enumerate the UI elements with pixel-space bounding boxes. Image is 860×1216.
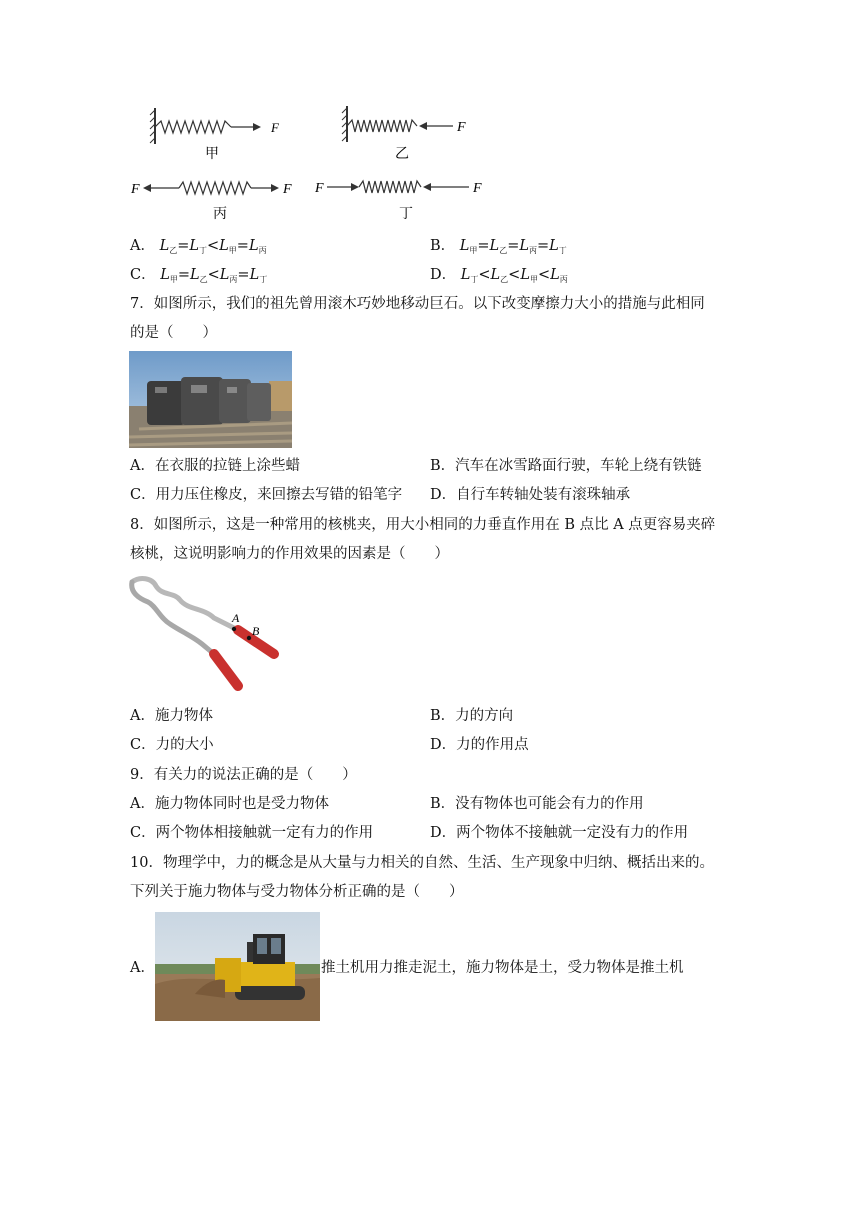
q10-stem-line2: 下列关于施力物体与受力物体分析正确的是（ ） <box>130 884 464 900</box>
q9-option-a[interactable]: A．施力物体同时也是受力物体 <box>130 796 329 812</box>
q9-option-c[interactable]: C．两个物体相接触就一定有力的作用 <box>130 825 374 841</box>
q8-option-d[interactable]: D．力的作用点 <box>430 737 529 753</box>
force-label-ding-right: F <box>473 181 482 196</box>
q6-option-c[interactable]: C． $L_甲=L_乙<L_丙=L_丁$ <box>130 267 268 284</box>
force-label-bing-left: F <box>131 182 140 197</box>
force-label-bing-right: F <box>283 182 292 197</box>
bulldozer-photo <box>155 912 320 1021</box>
q9-option-b[interactable]: B．没有物体也可能会有力的作用 <box>430 796 644 812</box>
q8-option-c[interactable]: C．力的大小 <box>130 737 214 753</box>
q10-option-a-letter[interactable]: A． <box>130 960 155 976</box>
force-label-jia: F <box>271 120 279 135</box>
spring-bing <box>143 182 279 194</box>
label-yi: 乙 <box>395 146 409 162</box>
spring-figure <box>125 100 505 225</box>
q8-option-b[interactable]: B．力的方向 <box>430 708 514 724</box>
q8-stem-line1: 8．如图所示，这是一种常用的核桃夹，用大小相同的力垂直作用在 B 点比 A 点更容易夹碎 <box>130 517 716 533</box>
q9-stem: 9．有关力的说法正确的是（ ） <box>130 767 357 783</box>
q7-option-d[interactable]: D．自行车转轴处装有滚珠轴承 <box>430 487 631 503</box>
nutcracker-figure <box>126 574 286 699</box>
q8-stem-line2: 核桃，这说明影响力的作用效果的因素是（ ） <box>130 546 449 562</box>
q7-option-c[interactable]: C．用力压住橡皮，来回擦去写错的铅笔字 <box>130 487 403 503</box>
q10-option-a-text[interactable]: 推土机用力推走泥土，施力物体是土，受力物体是推土机 <box>321 960 684 976</box>
q7-stem-line2: 的是（ ） <box>130 325 217 341</box>
q6-option-c-text: $L_甲=L_乙<L_丙=L_丁$ <box>160 267 268 284</box>
label-bing: 丙 <box>213 206 227 222</box>
q6-option-d-text: $L_丁<L_乙<L_甲<L_丙$ <box>460 267 568 284</box>
q6-option-a-text: $L_乙=L_丁<L_甲=L_丙$ <box>159 238 267 255</box>
q6-option-b-text: $L_甲=L_乙=L_丙=L_丁$ <box>459 238 567 255</box>
rolling-logs-photo <box>129 351 292 448</box>
spring-yi <box>342 106 453 142</box>
force-label-ding-left: F <box>315 181 324 196</box>
q6-option-b[interactable]: B． $L_甲=L_乙=L_丙=L_丁$ <box>430 238 567 255</box>
q9-option-d[interactable]: D．两个物体不接触就一定没有力的作用 <box>430 825 689 841</box>
q10-stem-line1: 10．物理学中，力的概念是从大量与力相关的自然、生活、生产现象中归纳、概括出来的。 <box>130 855 714 871</box>
spring-ding <box>327 181 469 193</box>
q6-option-a[interactable]: A． $L_乙=L_丁<L_甲=L_丙$ <box>130 238 267 255</box>
label-jia: 甲 <box>205 146 219 162</box>
q7-option-a[interactable]: A．在衣服的拉链上涂些蜡 <box>130 458 300 474</box>
q7-option-b[interactable]: B．汽车在冰雪路面行驶，车轮上绕有铁链 <box>430 458 702 474</box>
point-a-label: A <box>232 611 240 625</box>
spring-jia <box>150 108 261 144</box>
q7-stem-line1: 7．如图所示，我们的祖先曾用滚木巧妙地移动巨石。以下改变摩擦力大小的措施与此相同 <box>130 296 705 312</box>
force-label-yi: F <box>457 120 466 135</box>
label-ding: 丁 <box>399 206 413 222</box>
point-b-label: B <box>252 624 260 638</box>
q8-option-a[interactable]: A．施力物体 <box>130 708 213 724</box>
q6-option-d[interactable]: D． $L_丁<L_乙<L_甲<L_丙$ <box>430 267 568 284</box>
